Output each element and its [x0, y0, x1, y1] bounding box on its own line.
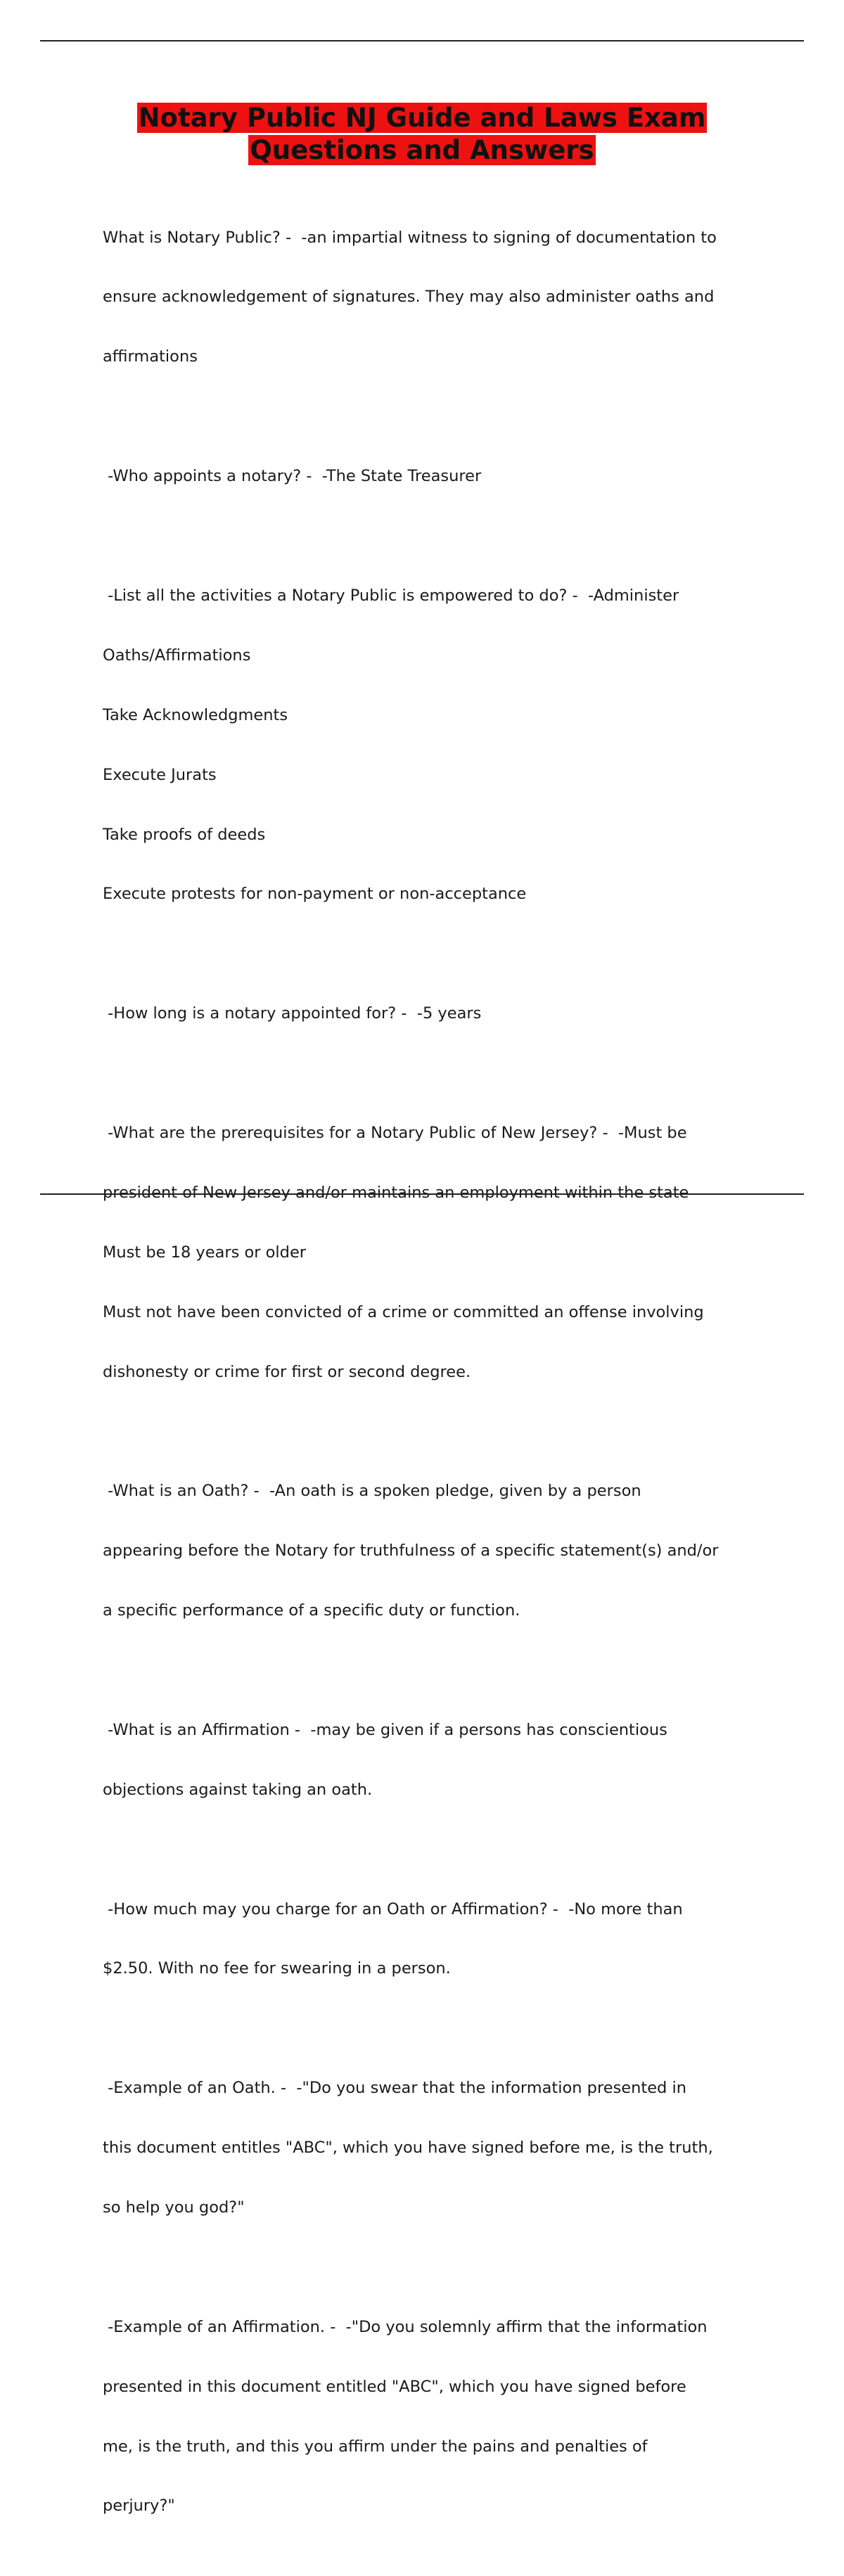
top-rule: [40, 40, 804, 41]
qa-item-affirmation-example: [103, 2277, 771, 2556]
qa-item-oath-example: [103, 2039, 771, 2257]
qa-line: me, is the truth, and this you affirm under the pains and penalties of: [103, 2437, 648, 2456]
qa-line: Must be 18 years or older: [103, 1243, 307, 1262]
qa-line: president of New Jersey and/or maintains an employment within the state: [103, 1183, 689, 1202]
qa-line: -Who appoints a notary? - -The State Treasurer: [103, 467, 482, 486]
qa-content: [103, 188, 771, 2576]
qa-item-who-appoints: [103, 427, 771, 526]
qa-line: -What is an Oath? - -An oath is a spoken pledge, given by a person: [103, 1482, 641, 1501]
bottom-rule: [40, 1193, 804, 1195]
qa-line: -List all the activities a Notary Public is empowered to do? - -Administer: [103, 586, 679, 605]
qa-line: Execute Jurats: [103, 765, 217, 784]
qa-line: a specific performance of a specific duty or function.: [103, 1601, 520, 1620]
qa-line: -Example of an Affirmation. - -"Do you solemnly affirm that the information: [103, 2317, 708, 2336]
qa-line: this document entitles "ABC", which you have signed before me, is the truth,: [103, 2139, 713, 2158]
qa-item-fee: [103, 1859, 771, 2018]
qa-line: -Example of an Oath. - -"Do you swear that the information presented in: [103, 2079, 686, 2098]
qa-line: Must not have been convicted of a crime or committed an offense involving: [103, 1302, 704, 1321]
qa-line: appearing before the Notary for truthfulness of a specific statement(s) and/or: [103, 1542, 719, 1561]
qa-item-prerequisites: [103, 1083, 771, 1421]
title-line-2: Questions and Answers: [250, 135, 594, 165]
qa-item-activities: [103, 546, 771, 944]
qa-line: dishonesty or crime for first or second degree.: [103, 1362, 471, 1381]
qa-line: -What is an Affirmation - -may be given if a persons has conscientious: [103, 1720, 667, 1739]
qa-item-oath: [103, 1442, 771, 1660]
qa-line: -How long is a notary appointed for? - -5 years: [103, 1004, 482, 1023]
qa-line: Take Acknowledgments: [103, 705, 288, 724]
qa-line: affirmations: [103, 347, 198, 366]
qa-item-term-length: [103, 964, 771, 1063]
qa-line: $2.50. With no fee for swearing in a person.: [103, 1959, 451, 1978]
qa-line: What is Notary Public? - -an impartial witness to signing of documentation to: [103, 228, 717, 247]
qa-line: Oaths/Affirmations: [103, 646, 251, 665]
qa-line: Take proofs of deeds: [103, 825, 266, 844]
qa-line: objections against taking an oath.: [103, 1780, 373, 1799]
qa-line: so help you god?": [103, 2198, 245, 2217]
qa-line: -How much may you charge for an Oath or Affirmation? - -No more than: [103, 1899, 683, 1918]
qa-item-notary-public: [103, 188, 771, 406]
qa-line: Execute protests for non-payment or non-acceptance: [103, 885, 527, 904]
qa-line: presented in this document entitled "ABC", which you have signed before: [103, 2377, 686, 2396]
qa-line: perjury?": [103, 2497, 175, 2516]
page-title: [42, 102, 802, 167]
qa-line: ensure acknowledgement of signatures. They may also administer oaths and: [103, 288, 715, 307]
title-line-1: Notary Public NJ Guide and Laws Exam: [138, 103, 706, 133]
qa-item-affirmation: [103, 1680, 771, 1839]
qa-line: -What are the prerequisites for a Notary Public of New Jersey? - -Must be: [103, 1123, 687, 1142]
